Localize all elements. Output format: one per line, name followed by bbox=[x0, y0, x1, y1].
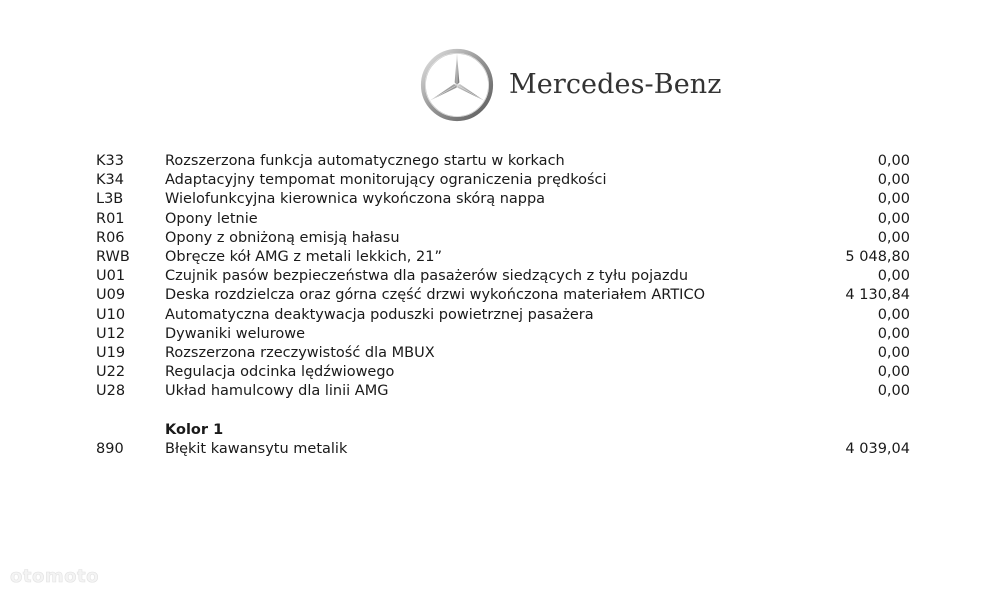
option-price: 4 130,84 bbox=[845, 287, 910, 304]
option-description: Wielofunkcyjna kierownica wykończona skórą nappa bbox=[165, 191, 546, 208]
option-code: U28 bbox=[96, 383, 126, 400]
option-code: U01 bbox=[96, 268, 126, 285]
table-row bbox=[96, 267, 910, 286]
option-description: Rozszerzona rzeczywistość dla MBUX bbox=[165, 344, 435, 361]
option-code: R06 bbox=[96, 229, 125, 246]
option-code: U12 bbox=[96, 325, 126, 342]
option-code: 890 bbox=[96, 440, 124, 457]
table-row bbox=[96, 306, 910, 325]
option-price: 0,00 bbox=[877, 191, 910, 208]
option-price: 0,00 bbox=[877, 172, 910, 189]
option-code: L3B bbox=[96, 191, 124, 208]
option-price: 0,00 bbox=[877, 364, 910, 381]
brand-name: Mercedes-Benz bbox=[509, 69, 722, 100]
option-code: K33 bbox=[96, 153, 124, 169]
table-row bbox=[96, 210, 910, 229]
option-description: Układ hamulcowy dla linii AMG bbox=[165, 383, 389, 400]
option-description: Regulacja odcinka lędźwiowego bbox=[165, 364, 395, 381]
table-row bbox=[96, 229, 910, 248]
table-row bbox=[96, 440, 910, 459]
option-description: Dywaniki welurowe bbox=[165, 325, 306, 342]
option-description: Deska rozdzielcza oraz górna część drzwi wykończona materiałem ARTICO bbox=[165, 287, 705, 304]
watermark: otomoto bbox=[10, 566, 99, 587]
table-row bbox=[96, 286, 910, 305]
table-row bbox=[96, 152, 910, 171]
option-description: Czujnik pasów bezpieczeństwa dla pasażerów siedzących z tyłu pojazdu bbox=[165, 268, 689, 285]
option-code: R01 bbox=[96, 210, 125, 227]
table-row bbox=[96, 248, 910, 267]
three-pointed-star-icon bbox=[420, 48, 494, 122]
option-code: RWB bbox=[96, 248, 130, 265]
option-code: U19 bbox=[96, 344, 126, 361]
option-description: Obręcze kół AMG z metali lekkich, 21” bbox=[165, 248, 442, 265]
section-spacer bbox=[96, 401, 910, 420]
section-title: Kolor 1 bbox=[165, 421, 224, 438]
table-row bbox=[96, 325, 910, 344]
option-code: K34 bbox=[96, 172, 124, 189]
option-code: U22 bbox=[96, 364, 126, 381]
option-price: 0,00 bbox=[877, 210, 910, 227]
option-code: U09 bbox=[96, 287, 126, 304]
option-code: U10 bbox=[96, 306, 126, 323]
table-row bbox=[96, 382, 910, 401]
option-price: 4 039,04 bbox=[845, 440, 910, 457]
option-price: 0,00 bbox=[877, 153, 910, 169]
option-price: 5 048,80 bbox=[845, 248, 910, 265]
option-price: 0,00 bbox=[877, 383, 910, 400]
table-row bbox=[96, 171, 910, 190]
option-description: Opony letnie bbox=[165, 210, 258, 227]
table-row bbox=[96, 190, 910, 209]
option-description: Błękit kawansytu metalik bbox=[165, 440, 348, 457]
equipment-list bbox=[96, 152, 910, 459]
color-section-heading bbox=[96, 421, 910, 440]
option-description: Adaptacyjny tempomat monitorujący ograniczenia prędkości bbox=[165, 172, 607, 189]
brand-logo bbox=[420, 48, 722, 122]
table-row bbox=[96, 363, 910, 382]
option-price: 0,00 bbox=[877, 229, 910, 246]
option-description: Opony z obniżoną emisją hałasu bbox=[165, 229, 400, 246]
option-description: Automatyczna deaktywacja poduszki powietrznej pasażera bbox=[165, 306, 594, 323]
option-description: Rozszerzona funkcja automatycznego startu w korkach bbox=[165, 153, 565, 169]
option-price: 0,00 bbox=[877, 268, 910, 285]
option-price: 0,00 bbox=[877, 306, 910, 323]
option-price: 0,00 bbox=[877, 344, 910, 361]
option-price: 0,00 bbox=[877, 325, 910, 342]
table-row bbox=[96, 344, 910, 363]
